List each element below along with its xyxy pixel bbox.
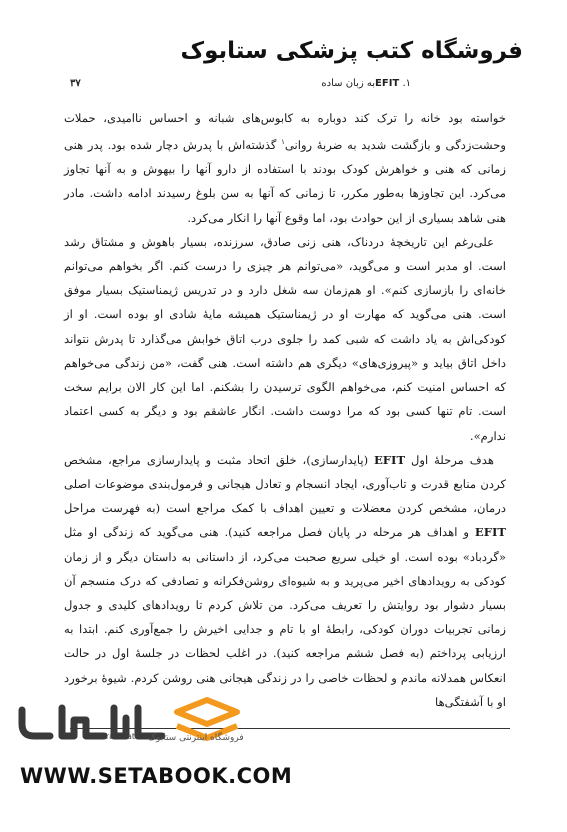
logo-wordmark (22, 708, 162, 736)
paragraph-1: خواسته بود خانه را ترک کند دوباره به کابوس‌های شبانه و احساس ناامیدی، حملات وحشت‌زدگی و بازگشت شدید به ضربهٔ روانی$^۱$ گذشته‌اش با پدرش دچار شده بود. پدر هنی زمانی که هنی و خواهرش کودک بودند با استفاده از دارو آنها را بیهوش و به آنها تجاوز می‌کرد. این تجاوزها به‌طور مکرر، تا زمانی که آنها به سن بلوغ رسیدند ادامه داشت. مادر هنی شاهد بسیاری از این حوادث بود، اما وقوع آنها را انکار می‌کرد. (64, 111, 506, 225)
paragraph-2: علی‌رغم این تاریخچهٔ دردناک، هنی زنی صادق، سرزنده، بسیار باهوش و مشتاق رشد است. او مدبر است و می‌گوید، «می‌توانم هر چیزی را درست کنم. اگر بخواهم می‌توانم خانه‌ای را بازسازی کنم». او هم‌زمان سه شغل دارد و در تدریس ژیمناستیک بسیار موفق است. هنی می‌گوید که مهارت او در ژیمناستیک همیشه مایهٔ شادی او بوده است. او از کودکی‌اش به یاد داشت که شبی کمد را جلوی درب اتاق خوابش می‌گذارد تا پدرش نتواند داخل اتاق بیاید و «پیروزی‌های» دیگری هم داشته است. هنی گفت، «من زندگی می‌خواهم که احساس امنیت کنم، می‌خواهم الگوی ترسیدن را بشکنم. اما این کار الان برایم سخت است. تام تنها کسی بود که مرا دوست داشت. انگار عاشقم بود و دیگر به کسی اعتماد ندارم». (64, 234, 506, 443)
chapter-title-latin: EFIT (375, 78, 400, 89)
watermark-url: WWW.SETABOOK.COM (20, 764, 293, 788)
store-title: فروشگاه کتب پزشکی ستابوک (180, 38, 523, 64)
body-text (64, 106, 506, 714)
chapter-number: ۱. (402, 78, 411, 89)
footnote-marker: ۱ (281, 138, 285, 147)
paragraph-3: هدف مرحلهٔ اول EFIT (پایدارسازی)، خلق اتحاد مثبت و پایدارسازی مراجع، مشخص کردن منابع قدرت و تاب‌آوری، ایجاد انسجام و تعادل هیجانی و فرمول‌بندی موضوعات اصلی درمان، مشخص کردن معضلات و تعیین اهداف با کمک مراجع است (به فهرست مراحل EFIT و اهداف هر مرحله در پایان فصل مراجعه کنید). هنی می‌گوید که زندگی او مثل «گردباد» بوده است. او خیلی سریع صحبت می‌کرد، از داستانی به داستان دیگر و از زمان کودکی به رویدادهای اخیر می‌پرید و به شیوه‌ای روشن‌فکرانه و تصادفی که درک منسجم آن بسیار دشوار بود روایتش را تعریف می‌کرد. من تلاش کردم تا رویدادهای کلیدی و جدول زمانی تجربیات دوران کودکی، رابطهٔ او با تام و جدایی اخیرش را جمع‌آوری کنم. ابتدا به ارزیابی پرداختم (به فصل ششم مراجعه کنید). در اغلب لحظات در جلسهٔ اول در حالت انعکاس همدلانه ماندم و لحظات خاصی را در زندگی هیجانی هنی روشن کردم. شیوهٔ برخورد او با آشفتگی‌ها (64, 452, 506, 709)
logo-tagline: فروشگاه اینترنتی ستابوک (148, 733, 244, 743)
running-head (60, 78, 511, 92)
setabook-logo (12, 696, 242, 756)
page-number: ۳۷ (70, 78, 81, 89)
chapter-running-title (321, 78, 411, 89)
footnote: 1. Traumatic (92, 732, 142, 741)
chapter-title: به زبان ساده (321, 78, 376, 89)
